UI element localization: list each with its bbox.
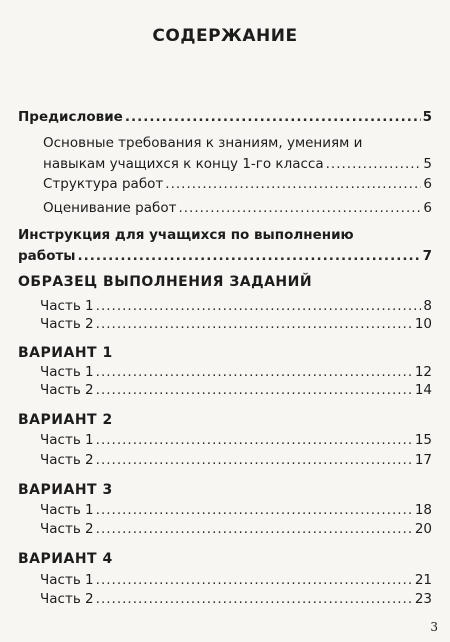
toc-page-number: 5 [422,109,432,125]
dot-leader [96,297,422,315]
toc-page-number: 10 [414,316,432,332]
toc-label: Часть 2 [40,316,94,332]
toc-entry-variant4-part2[interactable] [40,590,432,608]
toc-page-number: 8 [423,298,432,314]
toc-label: Оценивание работ [43,200,177,216]
toc-page-number: 18 [414,502,432,518]
dot-leader [326,155,422,173]
toc-label: Часть 2 [40,591,94,607]
toc-label: Часть 1 [40,432,94,448]
toc-page-number: 14 [414,382,432,398]
toc-entry-variant4-part1[interactable] [40,571,432,589]
toc-label: Часть 2 [40,452,94,468]
dot-leader [78,247,421,265]
page-number: 3 [430,620,438,634]
toc-entry-evaluation[interactable] [43,199,432,217]
toc-label: Часть 2 [40,521,94,537]
toc-entry-variant2-part1[interactable] [40,431,432,449]
toc-entry-preface[interactable] [18,108,432,126]
toc-label: Предисловие [18,109,123,125]
dot-leader [165,175,421,193]
dot-leader [96,501,413,519]
dot-leader [96,590,413,608]
toc-page-number: 23 [414,591,432,607]
toc-page-number: 15 [414,432,432,448]
toc-entry-variant3-part2[interactable] [40,520,432,538]
dot-leader [178,199,421,217]
toc-entry-basic-requirements[interactable] [43,134,432,173]
dot-leader [125,108,421,126]
toc-entry-structure[interactable] [43,175,432,193]
page-title: СОДЕРЖАНИЕ [152,26,298,46]
section-heading-variant-3: ВАРИАНТ 3 [18,482,113,498]
toc-page-number: 7 [422,248,432,264]
dot-leader [96,315,413,333]
toc-entry-variant2-part2[interactable] [40,451,432,469]
section-heading-sample: ОБРАЗЕЦ ВЫПОЛНЕНИЯ ЗАДАНИЙ [18,274,313,290]
toc-entry-sample-part2[interactable] [40,315,432,333]
toc-label: Часть 1 [40,364,94,380]
toc-entry-instructions[interactable] [18,226,432,265]
toc-page-number: 6 [423,200,432,216]
dot-leader [96,363,413,381]
toc-entry-variant1-part1[interactable] [40,363,432,381]
toc-entry-sample-part1[interactable] [40,297,432,315]
toc-page-number: 20 [414,521,432,537]
toc-entry-variant3-part1[interactable] [40,501,432,519]
toc-label: Часть 2 [40,382,94,398]
dot-leader [96,381,413,399]
toc-label-line2: работы [18,248,76,264]
dot-leader [96,431,413,449]
toc-label: Структура работ [43,176,164,192]
toc-label: Часть 1 [40,298,94,314]
dot-leader [96,451,413,469]
section-heading-variant-2: ВАРИАНТ 2 [18,412,113,428]
dot-leader [96,571,413,589]
section-heading-variant-1: ВАРИАНТ 1 [18,345,113,361]
toc-page-number: 21 [414,572,432,588]
toc-label: Часть 1 [40,572,94,588]
dot-leader [96,520,413,538]
toc-page-number: 12 [414,364,432,380]
toc-label: Часть 1 [40,502,94,518]
toc-page-number: 5 [423,156,432,172]
toc-label-line1: Основные требования к знаниям, умениям и [43,135,363,151]
toc-label-line1: Инструкция для учащихся по выполнению [18,227,354,243]
toc-entry-variant1-part2[interactable] [40,381,432,399]
toc-page-number: 17 [414,452,432,468]
section-heading-variant-4: ВАРИАНТ 4 [18,551,113,567]
toc-label-line2: навыкам учащихся к концу 1-го класса [43,156,324,172]
toc-page-number: 6 [423,176,432,192]
